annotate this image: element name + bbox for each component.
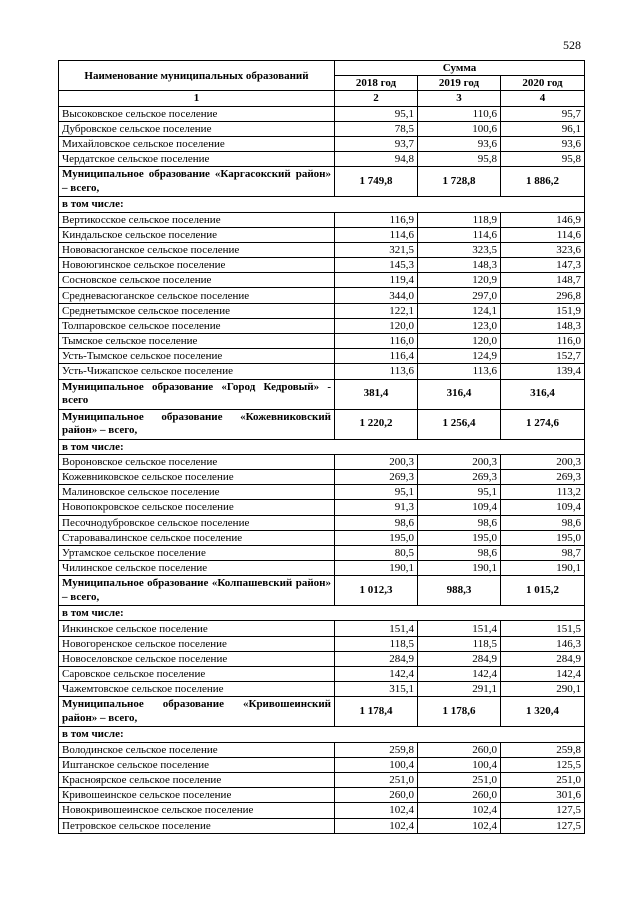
including-row [59,439,585,454]
value-2020: 114,6 [501,227,585,242]
value-2018: 260,0 [335,788,418,803]
row-name: Средневасюганское сельское поселение [59,288,335,303]
row-name: Киндальское сельское поселение [59,227,335,242]
value-2019: 98,6 [418,515,501,530]
value-2019: 110,6 [418,106,501,121]
page-number: 528 [563,38,581,52]
settlement-row [59,303,585,318]
value-2018: 102,4 [335,803,418,818]
row-name: Володинское сельское поселение [59,742,335,757]
value-2019: 93,6 [418,136,501,151]
row-name: Новоюгинское сельское поселение [59,258,335,273]
value-2020: 190,1 [501,561,585,576]
header-name: Наименование муниципальных образований [59,61,335,91]
column-number: 2 [335,91,418,106]
value-2020: 95,7 [501,106,585,121]
value-2020: 148,3 [501,318,585,333]
value-2019: 109,4 [418,500,501,515]
settlement-row [59,757,585,772]
settlement-row [59,454,585,469]
settlement-row [59,818,585,833]
value-2019: 323,5 [418,242,501,257]
value-2018: 98,6 [335,515,418,530]
value-2020: 251,0 [501,772,585,787]
value-2019: 190,1 [418,561,501,576]
municipal-total-row [59,409,585,439]
value-2019: 148,3 [418,258,501,273]
value-2018: 1 178,4 [335,697,418,727]
header-sum: Сумма [335,61,585,76]
municipal-total-row [59,167,585,197]
value-2019: 124,1 [418,303,501,318]
value-2018: 151,4 [335,621,418,636]
header-year-2019: 2019 год [418,76,501,91]
row-name: Чилинское сельское поселение [59,561,335,576]
value-2018: 95,1 [335,106,418,121]
row-name: Уртамское сельское поселение [59,545,335,560]
value-2018: 118,5 [335,636,418,651]
value-2020: 151,9 [501,303,585,318]
row-name: Дубровское сельское поселение [59,121,335,136]
value-2018: 269,3 [335,469,418,484]
value-2020: 146,9 [501,212,585,227]
including-label: в том числе: [59,439,585,454]
settlement-row [59,364,585,379]
value-2019: 284,9 [418,651,501,666]
value-2019: 100,6 [418,121,501,136]
header-row [59,61,585,76]
value-2018: 190,1 [335,561,418,576]
including-row [59,606,585,621]
value-2019: 297,0 [418,288,501,303]
value-2018: 344,0 [335,288,418,303]
value-2018: 251,0 [335,772,418,787]
value-2018: 116,4 [335,349,418,364]
settlement-row [59,106,585,121]
value-2020: 152,7 [501,349,585,364]
value-2020: 113,2 [501,485,585,500]
including-row [59,197,585,212]
settlement-row [59,334,585,349]
row-name: Вертикосское сельское поселение [59,212,335,227]
value-2020: 301,6 [501,788,585,803]
value-2020: 148,7 [501,273,585,288]
value-2019: 251,0 [418,772,501,787]
value-2018: 321,5 [335,242,418,257]
value-2019: 113,6 [418,364,501,379]
value-2018: 91,3 [335,500,418,515]
value-2020: 125,5 [501,757,585,772]
value-2019: 988,3 [418,576,501,606]
value-2020: 296,8 [501,288,585,303]
including-row [59,727,585,742]
settlement-row [59,288,585,303]
column-number: 1 [59,91,335,106]
value-2019: 118,5 [418,636,501,651]
row-name: Муниципальное образование «Кривошеинский район» – всего, [59,697,335,727]
value-2020: 151,5 [501,621,585,636]
row-name: Красноярское сельское поселение [59,772,335,787]
settlement-row [59,212,585,227]
value-2020: 116,0 [501,334,585,349]
value-2020: 259,8 [501,742,585,757]
settlement-row [59,742,585,757]
settlement-row [59,485,585,500]
settlement-row [59,772,585,787]
municipal-total-row [59,576,585,606]
column-number: 4 [501,91,585,106]
row-name: Высоковское сельское поселение [59,106,335,121]
value-2020: 147,3 [501,258,585,273]
settlement-row [59,636,585,651]
value-2018: 1 012,3 [335,576,418,606]
value-2018: 145,3 [335,258,418,273]
row-name: Усть-Тымское сельское поселение [59,349,335,364]
value-2018: 94,8 [335,152,418,167]
value-2019: 114,6 [418,227,501,242]
value-2020: 290,1 [501,682,585,697]
value-2018: 1 220,2 [335,409,418,439]
settlement-row [59,667,585,682]
row-name: Новогоренское сельское поселение [59,636,335,651]
row-name: Кривошеинское сельское поселение [59,788,335,803]
row-name: Иштанское сельское поселение [59,757,335,772]
row-name: Новокривошеинское сельское поселение [59,803,335,818]
including-label: в том числе: [59,727,585,742]
including-label: в том числе: [59,197,585,212]
value-2019: 124,9 [418,349,501,364]
value-2019: 291,1 [418,682,501,697]
settlement-row [59,682,585,697]
value-2020: 269,3 [501,469,585,484]
value-2018: 114,6 [335,227,418,242]
settlement-row [59,318,585,333]
settlement-row [59,136,585,151]
settlement-row [59,545,585,560]
row-name: Муниципальное образование «Каргасокский район» – всего, [59,167,335,197]
row-name: Инкинское сельское поселение [59,621,335,636]
settlement-row [59,273,585,288]
value-2019: 118,9 [418,212,501,227]
table-body [59,106,585,833]
value-2020: 127,5 [501,818,585,833]
value-2019: 1 256,4 [418,409,501,439]
value-2020: 96,1 [501,121,585,136]
value-2019: 95,8 [418,152,501,167]
row-name: Чердатское сельское поселение [59,152,335,167]
municipal-total-row [59,379,585,409]
value-2019: 98,6 [418,545,501,560]
value-2018: 200,3 [335,454,418,469]
value-2018: 93,7 [335,136,418,151]
value-2019: 260,0 [418,742,501,757]
value-2018: 113,6 [335,364,418,379]
value-2019: 120,0 [418,334,501,349]
value-2019: 1 728,8 [418,167,501,197]
value-2020: 139,4 [501,364,585,379]
row-name: Сосновское сельское поселение [59,273,335,288]
value-2020: 146,3 [501,636,585,651]
settlement-row [59,227,585,242]
row-name: Толпаровское сельское поселение [59,318,335,333]
row-name: Муниципальное образование «Колпашевский район» – всего, [59,576,335,606]
row-name: Саровское сельское поселение [59,667,335,682]
value-2019: 200,3 [418,454,501,469]
header-year-2020: 2020 год [501,76,585,91]
value-2018: 259,8 [335,742,418,757]
value-2020: 323,6 [501,242,585,257]
value-2020: 127,5 [501,803,585,818]
value-2020: 316,4 [501,379,585,409]
value-2019: 151,4 [418,621,501,636]
value-2019: 120,9 [418,273,501,288]
value-2019: 316,4 [418,379,501,409]
settlement-row [59,788,585,803]
value-2018: 100,4 [335,757,418,772]
value-2018: 78,5 [335,121,418,136]
row-name: Новоселовское сельское поселение [59,651,335,666]
row-name: Петровское сельское поселение [59,818,335,833]
value-2019: 102,4 [418,818,501,833]
column-number: 3 [418,91,501,106]
row-name: Тымское сельское поселение [59,334,335,349]
value-2020: 1 886,2 [501,167,585,197]
value-2018: 284,9 [335,651,418,666]
settlement-row [59,152,585,167]
value-2018: 95,1 [335,485,418,500]
value-2020: 142,4 [501,667,585,682]
including-label: в том числе: [59,606,585,621]
value-2020: 195,0 [501,530,585,545]
value-2018: 120,0 [335,318,418,333]
column-number-row [59,91,585,106]
value-2018: 315,1 [335,682,418,697]
value-2018: 116,9 [335,212,418,227]
value-2019: 1 178,6 [418,697,501,727]
value-2018: 1 749,8 [335,167,418,197]
row-name: Чажемтовское сельское поселение [59,682,335,697]
settlement-row [59,515,585,530]
row-name: Песочнодубровское сельское поселение [59,515,335,530]
settlement-row [59,803,585,818]
row-name: Муниципальное образование «Город Кедровый» - всего [59,379,335,409]
value-2020: 98,6 [501,515,585,530]
value-2020: 98,7 [501,545,585,560]
settlement-row [59,242,585,257]
value-2019: 269,3 [418,469,501,484]
settlement-row [59,258,585,273]
value-2020: 95,8 [501,152,585,167]
header-year-2018: 2018 год [335,76,418,91]
settlement-row [59,121,585,136]
row-name: Старовавалинское сельское поселение [59,530,335,545]
row-name: Кожевниковское сельское поселение [59,469,335,484]
value-2018: 122,1 [335,303,418,318]
value-2019: 260,0 [418,788,501,803]
value-2018: 119,4 [335,273,418,288]
value-2020: 1 015,2 [501,576,585,606]
value-2020: 109,4 [501,500,585,515]
settlement-row [59,621,585,636]
value-2019: 100,4 [418,757,501,772]
value-2020: 1 274,6 [501,409,585,439]
municipal-total-row [59,697,585,727]
value-2020: 1 320,4 [501,697,585,727]
value-2018: 195,0 [335,530,418,545]
settlement-row [59,530,585,545]
value-2019: 95,1 [418,485,501,500]
value-2019: 102,4 [418,803,501,818]
value-2018: 116,0 [335,334,418,349]
row-name: Муниципальное образование «Кожевниковский район» – всего, [59,409,335,439]
settlement-row [59,651,585,666]
value-2019: 195,0 [418,530,501,545]
value-2020: 93,6 [501,136,585,151]
value-2018: 381,4 [335,379,418,409]
settlement-row [59,561,585,576]
value-2019: 123,0 [418,318,501,333]
settlement-row [59,469,585,484]
row-name: Среднетымское сельское поселение [59,303,335,318]
value-2019: 142,4 [418,667,501,682]
row-name: Новопокровское сельское поселение [59,500,335,515]
value-2020: 284,9 [501,651,585,666]
value-2018: 142,4 [335,667,418,682]
value-2020: 200,3 [501,454,585,469]
budget-table [58,60,585,834]
row-name: Малиновское сельское поселение [59,485,335,500]
row-name: Михайловское сельское поселение [59,136,335,151]
settlement-row [59,500,585,515]
settlement-row [59,349,585,364]
value-2018: 80,5 [335,545,418,560]
row-name: Нововасюганское сельское поселение [59,242,335,257]
row-name: Усть-Чижапское сельское поселение [59,364,335,379]
value-2018: 102,4 [335,818,418,833]
row-name: Вороновское сельское поселение [59,454,335,469]
